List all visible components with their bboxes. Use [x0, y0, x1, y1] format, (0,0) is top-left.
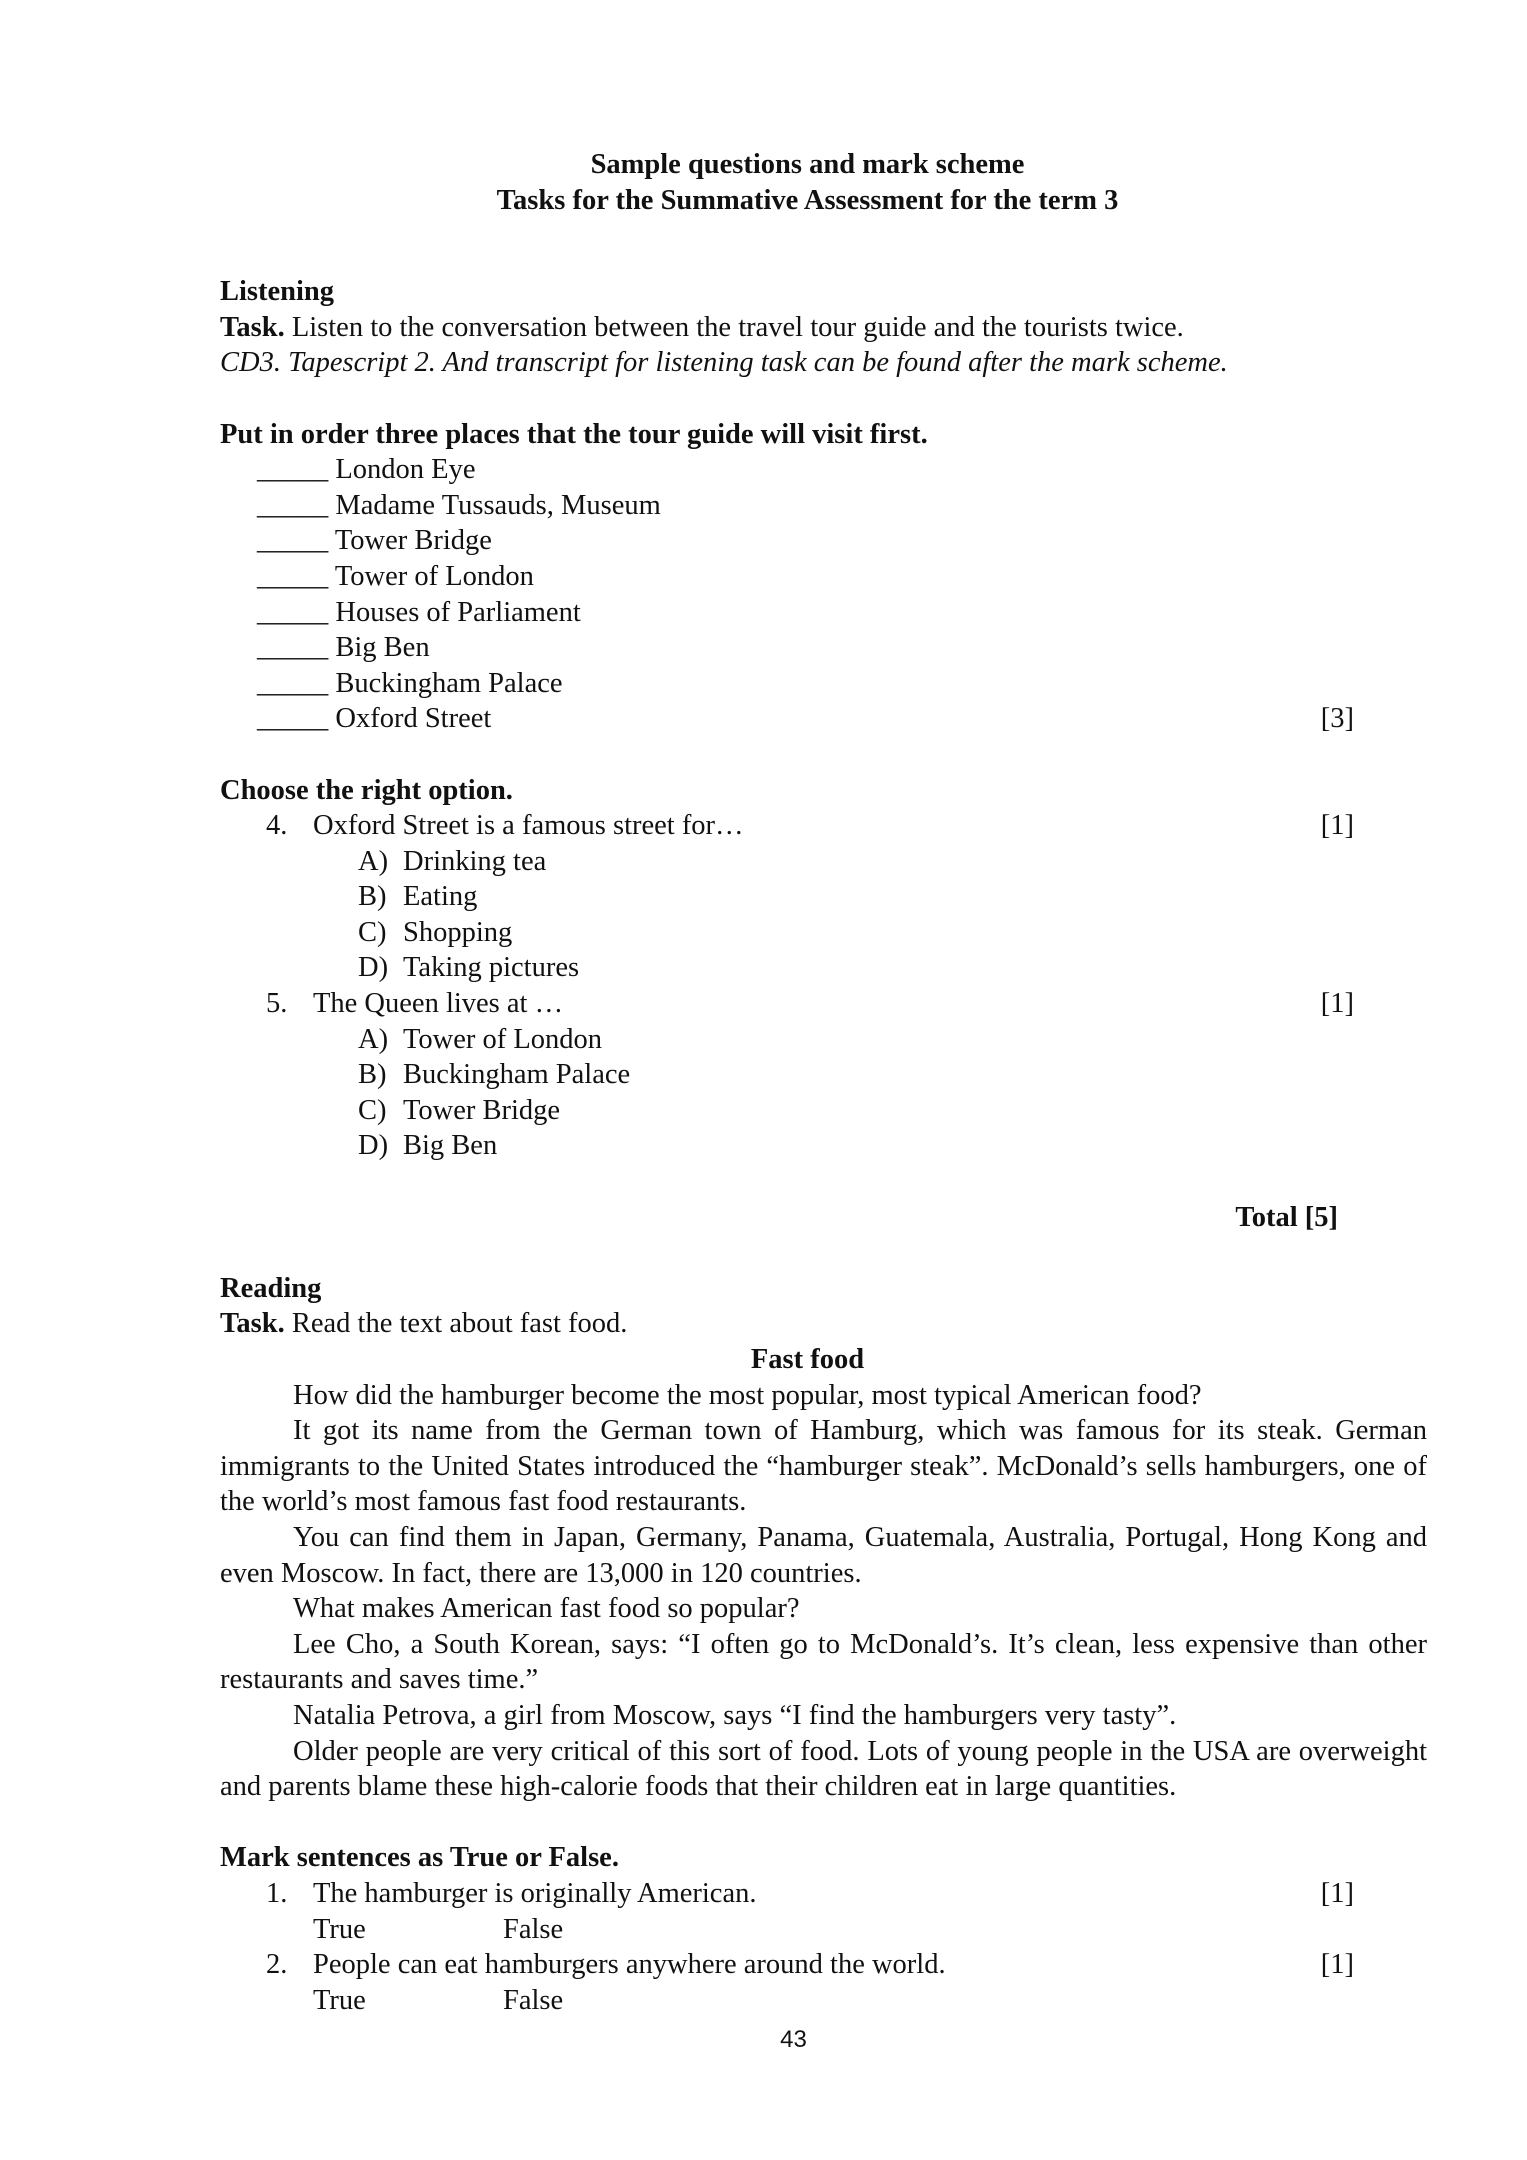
- answer-blank: _____: [257, 703, 329, 735]
- reading-heading: Reading: [220, 1272, 322, 1304]
- option-letter: A): [358, 845, 389, 877]
- reading-text-title: Fast food: [750, 1344, 865, 1375]
- option-letter: B): [358, 1059, 387, 1091]
- true-option: True: [313, 1913, 366, 1945]
- true-false-options: [220, 1912, 1427, 1948]
- place-name: Madame Tussauds, Museum: [335, 489, 661, 521]
- reading-task-label: Task.: [220, 1308, 285, 1340]
- reading-task: [220, 1306, 1427, 1342]
- option-item: [220, 1128, 1427, 1164]
- tf-question-1: [220, 1876, 1427, 1912]
- option-letter: D): [358, 1130, 389, 1162]
- answer-blank: _____: [257, 489, 329, 521]
- place-name: Oxford Street: [335, 703, 492, 735]
- mark-allocation: [1]: [1320, 810, 1354, 842]
- document-subtitle: Tasks for the Summative Assessment for the term 3: [496, 184, 1119, 216]
- answer-blank: _____: [257, 667, 329, 699]
- question-text: Oxford Street is a famous street for…: [313, 810, 744, 842]
- place-item: [220, 488, 1427, 524]
- false-option: False: [503, 1984, 564, 2016]
- document-title: Sample questions and mark scheme: [590, 149, 1025, 180]
- reading-paragraph: What makes American fast food so popular?: [293, 1593, 800, 1625]
- reading-task-text: Read the text about fast food.: [284, 1308, 628, 1340]
- answer-blank: _____: [257, 454, 329, 486]
- place-name: Big Ben: [335, 632, 430, 664]
- order-instruction: Put in order three places that the tour guide will visit first.: [220, 418, 928, 450]
- option-letter: C): [358, 1094, 387, 1126]
- option-letter: D): [358, 952, 389, 984]
- question-5: [220, 986, 1427, 1022]
- answer-blank: _____: [257, 632, 329, 664]
- option-text: Buckingham Palace: [403, 1059, 631, 1091]
- question-4: [220, 808, 1427, 844]
- place-item: [220, 523, 1427, 559]
- option-item: [220, 915, 1427, 951]
- mark-allocation: [1]: [1320, 1877, 1354, 1909]
- tf-question-2: [220, 1947, 1427, 1983]
- question-number: 4.: [266, 810, 288, 842]
- question-number: 1.: [266, 1877, 288, 1909]
- option-text: Shopping: [403, 916, 513, 948]
- reading-paragraph: Lee Cho, a South Korean, says: “I often go to McDonald’s. It’s clean, less expensive than other restaurants and saves time.”: [220, 1628, 1427, 1696]
- answer-blank: _____: [257, 596, 329, 628]
- listening-task: [220, 310, 1427, 346]
- place-name: Buckingham Palace: [335, 667, 563, 699]
- listening-note: CD3. Tapescript 2. And transcript for listening task can be found after the mark scheme.: [220, 347, 1228, 379]
- question-number: 5.: [266, 988, 288, 1020]
- listening-task-text: Listen to the conversation between the travel tour guide and the tourists twice.: [284, 311, 1184, 343]
- listening-total: Total [5]: [1235, 1201, 1338, 1233]
- answer-blank: _____: [257, 525, 329, 557]
- reading-paragraph: You can find them in Japan, Germany, Panama, Guatemala, Australia, Portugal, Hong Kong and even Moscow. In fact, there are 13,000 in 120 countries.: [220, 1521, 1427, 1589]
- question-text: The Queen lives at …: [313, 988, 564, 1020]
- mark-allocation: [3]: [1320, 703, 1354, 735]
- option-item: [220, 1057, 1427, 1093]
- place-item: [220, 559, 1427, 595]
- option-item: [220, 1022, 1427, 1058]
- place-name: London Eye: [335, 454, 476, 486]
- place-item: [220, 701, 1427, 737]
- option-text: Eating: [403, 881, 478, 913]
- option-letter: C): [358, 916, 387, 948]
- true-false-options: [220, 1983, 1427, 2019]
- listening-task-label: Task.: [220, 311, 285, 343]
- choose-instruction: Choose the right option.: [220, 774, 513, 806]
- question-text: People can eat hamburgers anywhere around the world.: [313, 1949, 946, 1981]
- reading-paragraph: Older people are very critical of this sort of food. Lots of young people in the USA are overweight and parents blame these high-calorie foods that their children eat in large quantities.: [220, 1735, 1427, 1803]
- true-option: True: [313, 1984, 366, 2016]
- tf-instruction: Mark sentences as True or False.: [220, 1842, 619, 1874]
- page-number: 43: [780, 2026, 807, 2053]
- place-item: [220, 630, 1427, 666]
- reading-paragraph: How did the hamburger become the most popular, most typical American food?: [293, 1379, 1202, 1411]
- listening-heading: Listening: [220, 276, 335, 308]
- place-item: [220, 452, 1427, 488]
- place-name: Houses of Parliament: [335, 596, 581, 628]
- option-text: Tower of London: [403, 1023, 603, 1055]
- reading-paragraph: It got its name from the German town of Hamburg, which was famous for its steak. German immigrants to the United States introduced the “hamburger steak”. McDonald’s sells hamburgers, one of the world’s most famous fast food restaurants.: [220, 1415, 1427, 1518]
- answer-blank: _____: [257, 560, 329, 592]
- question-text: The hamburger is originally American.: [313, 1877, 757, 1909]
- place-name: Tower Bridge: [334, 525, 492, 557]
- option-text: Drinking tea: [403, 845, 547, 877]
- false-option: False: [503, 1913, 564, 1945]
- option-text: Taking pictures: [403, 952, 580, 984]
- place-name: Tower of London: [334, 560, 534, 592]
- mark-allocation: [1]: [1320, 988, 1354, 1020]
- question-number: 2.: [266, 1949, 288, 1981]
- place-item: [220, 666, 1427, 702]
- option-item: [220, 879, 1427, 915]
- place-item: [220, 595, 1427, 631]
- reading-paragraph: Natalia Petrova, a girl from Moscow, says “I find the hamburgers very tasty”.: [293, 1699, 1177, 1731]
- option-text: Tower Bridge: [403, 1094, 561, 1126]
- option-letter: A): [358, 1023, 389, 1055]
- mark-allocation: [1]: [1320, 1949, 1354, 1981]
- option-item: [220, 950, 1427, 986]
- option-item: [220, 844, 1427, 880]
- option-letter: B): [358, 881, 387, 913]
- option-text: Big Ben: [403, 1130, 498, 1162]
- option-item: [220, 1093, 1427, 1129]
